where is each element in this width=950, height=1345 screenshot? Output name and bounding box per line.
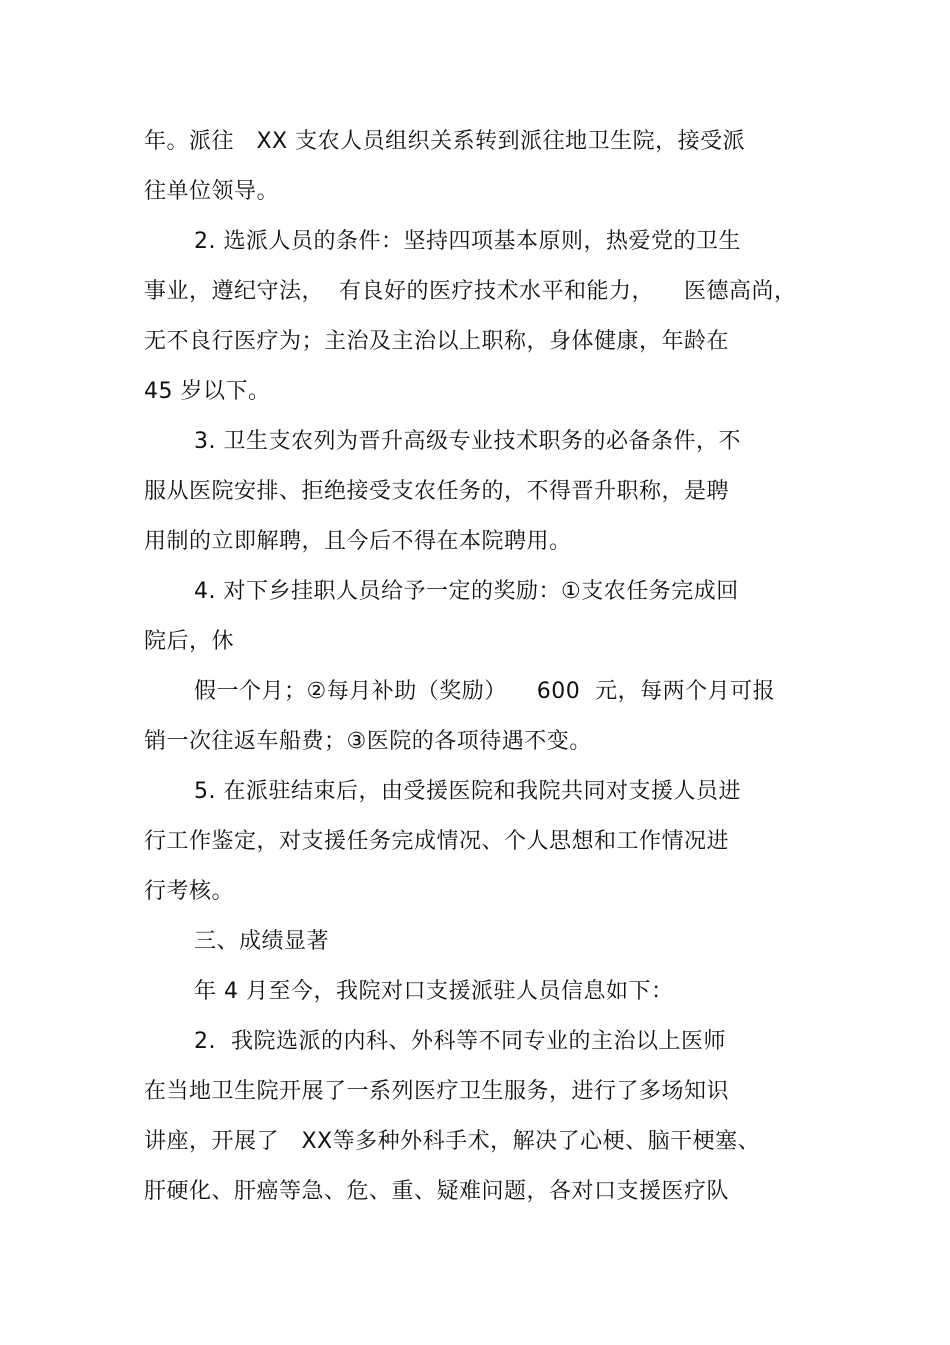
text-line: 2. 我院选派的内科、外科等不同专业的主治以上医师 <box>194 1029 726 1054</box>
text-line: 45 岁以下。 <box>144 379 271 404</box>
text-line: 假一个月；②每月补助（奖励） 600 元，每两个月可报 <box>194 679 776 704</box>
text-line: 无不良行医疗为；主治及主治以上职称，身体健康，年龄在 <box>144 329 730 354</box>
text-line: 年。派往 XX 支农人员组织关系转到派往地卫生院，接受派 <box>144 129 746 154</box>
text-line: 3. 卫生支农列为晋升高级专业技术职务的必备条件，不 <box>194 429 741 454</box>
text-line: 用制的立即解聘，且今后不得在本院聘用。 <box>144 529 572 554</box>
text-line: 肝硬化、肝癌等急、危、重、疑难问题，各对口支援医疗队 <box>144 1179 730 1204</box>
text-line: 5. 在派驻结束后，由受援医院和我院共同对支援人员进 <box>194 779 741 804</box>
text-line: 院后，休 <box>144 629 235 654</box>
text-line: 销一次往返车船费；③医院的各项待遇不变。 <box>144 729 592 754</box>
text-line: 行考核。 <box>144 879 235 904</box>
section-heading: 三、成绩显著 <box>194 929 330 954</box>
text-line: 在当地卫生院开展了一系列医疗卫生服务，进行了多场知识 <box>144 1079 730 1104</box>
text-line: 行工作鉴定，对支援任务完成情况、个人思想和工作情况进 <box>144 829 730 854</box>
text-line: 4. 对下乡挂职人员给予一定的奖励：①支农任务完成回 <box>194 579 739 604</box>
text-line: 服从医院安排、拒绝接受支农任务的，不得晋升职称，是聘 <box>144 479 730 504</box>
text-line: 讲座，开展了 XX等多种外科手术，解决了心梗、脑干梗塞、 <box>144 1129 761 1154</box>
text-line: 2. 选派人员的条件：坚持四项基本原则，热爱党的卫生 <box>194 229 741 254</box>
text-line: 事业，遵纪守法， 有良好的医疗技术水平和能力， 医德高尚， <box>144 279 797 304</box>
text-line: 往单位领导。 <box>144 179 280 204</box>
text-line: 年 4 月至今，我院对口支援派驻人员信息如下： <box>194 979 674 1004</box>
